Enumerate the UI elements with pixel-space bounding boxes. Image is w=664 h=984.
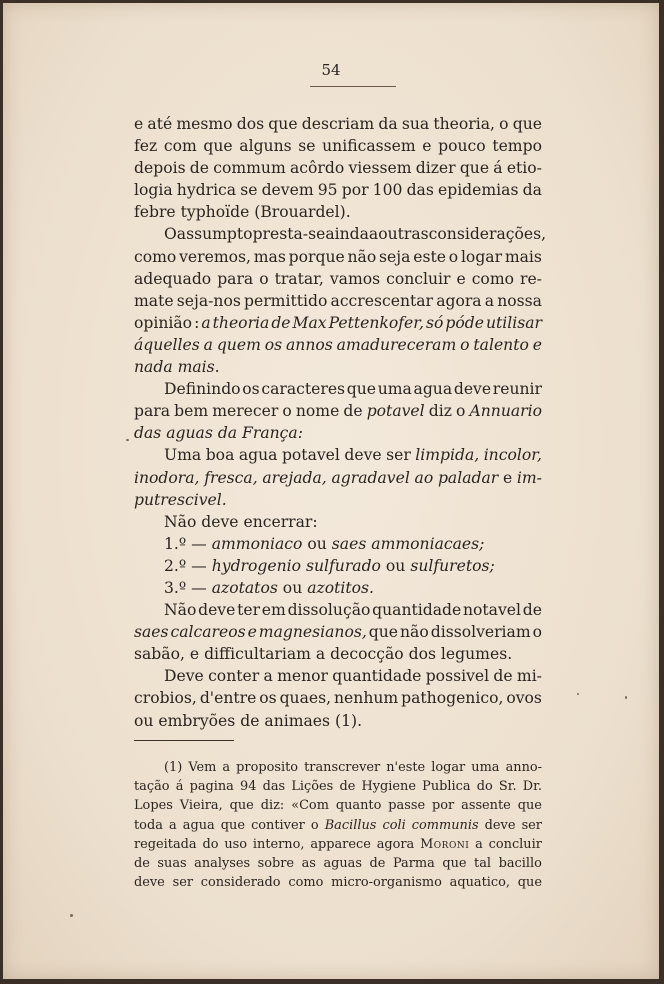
word: Moroni	[420, 836, 470, 852]
text-segment: ammoniaco	[211, 534, 303, 553]
word: magnesianos,	[258, 623, 367, 642]
word: uso	[224, 836, 248, 852]
text-segment: 1.º —	[164, 534, 212, 553]
word: de	[522, 601, 542, 620]
word: 94	[240, 779, 257, 795]
word: o	[282, 402, 292, 421]
word: para	[217, 269, 254, 288]
word: a	[368, 225, 379, 244]
word: a	[201, 313, 211, 332]
text-line	[134, 444, 542, 466]
word: dos	[236, 115, 265, 133]
word: das	[406, 181, 434, 200]
word: bem	[174, 402, 209, 421]
text-line	[134, 577, 542, 599]
word: deve	[453, 380, 492, 399]
word: Hygiene	[361, 779, 416, 795]
word: Lopes	[134, 798, 173, 814]
word: mais	[504, 247, 542, 266]
text-line	[134, 511, 542, 533]
word: Vem	[188, 760, 217, 775]
footnote-line	[134, 758, 542, 777]
text-segment: febre typhoïde (Brouardel).	[134, 203, 351, 222]
word: merecer	[212, 402, 279, 421]
text-segment: 3.º —	[164, 578, 212, 597]
word: analyses	[194, 856, 251, 872]
paper-speck	[625, 696, 627, 699]
word: alguns	[239, 137, 292, 156]
text-line	[134, 157, 542, 179]
word: mas	[253, 247, 286, 266]
word: nossa	[497, 291, 542, 310]
word: mi-	[516, 667, 542, 686]
word: limpida,	[415, 446, 480, 465]
word: theoria,	[433, 115, 495, 133]
word: quaes,	[279, 689, 332, 708]
word: calcareos	[170, 623, 246, 642]
word: e	[502, 468, 513, 487]
footnote-rule	[134, 740, 234, 741]
word: os	[259, 689, 277, 708]
word: apparece	[310, 836, 371, 852]
word: a	[263, 667, 273, 686]
text-line	[134, 246, 542, 268]
word: sua	[401, 115, 430, 133]
word: ter	[237, 601, 261, 620]
word: do	[202, 836, 219, 852]
word: micro-organismo	[331, 875, 442, 891]
main-text	[134, 113, 547, 732]
word: vamos	[329, 269, 381, 288]
word: da	[522, 181, 542, 200]
text-segment: azotatos	[211, 578, 278, 597]
text-segment: sabão, e difficultariam a decocção dos legumes.	[134, 645, 513, 664]
word: agua	[238, 446, 278, 465]
word: uma	[471, 760, 500, 775]
text-segment: das aguas da França:	[134, 424, 303, 443]
word: deve	[484, 817, 516, 833]
word: theoria	[212, 313, 270, 332]
word: caracteres	[261, 380, 346, 399]
word: Vieira,	[179, 798, 223, 814]
word: 95	[317, 181, 338, 200]
word: commum	[213, 159, 286, 178]
paper-speck	[70, 914, 73, 917]
word: logia	[134, 181, 173, 200]
word: Pettenkofer,	[328, 313, 424, 332]
word: assumpto	[176, 225, 253, 244]
word: d'entre	[199, 689, 257, 708]
word: póde	[445, 313, 484, 332]
word: tal	[474, 856, 492, 872]
text-line	[134, 555, 542, 577]
footnote-line	[134, 854, 542, 873]
word: pouco	[438, 137, 486, 156]
word: Max	[292, 313, 327, 332]
text-line	[134, 400, 542, 422]
word: paladar	[437, 468, 499, 487]
word: nome	[295, 402, 340, 421]
text-line	[134, 467, 542, 489]
text-segment: nada mais.	[134, 358, 220, 377]
text-line	[134, 290, 542, 312]
word: contiver	[251, 817, 305, 833]
word: que	[442, 856, 467, 872]
word: notavel	[462, 601, 522, 620]
word: quem	[216, 335, 261, 354]
text-line	[134, 621, 542, 643]
word: saes	[134, 623, 169, 642]
word: mate	[134, 291, 174, 310]
word: do	[476, 779, 493, 795]
word: utilisar	[485, 313, 542, 332]
word: quantidade	[332, 667, 422, 686]
word: e	[247, 623, 257, 642]
word: opinião	[134, 313, 193, 332]
word: como	[288, 875, 324, 891]
word: por	[432, 798, 455, 814]
word: presta-se	[252, 225, 326, 244]
word: aquatico,	[449, 875, 510, 891]
page-number: 54	[321, 61, 341, 79]
word: se	[298, 137, 316, 156]
text-line	[134, 643, 542, 665]
word: dissolveriam	[430, 623, 531, 642]
word: não	[400, 623, 429, 642]
word: veremos,	[179, 247, 251, 266]
word: o	[310, 817, 319, 833]
word: diz:	[260, 798, 285, 814]
word: e	[134, 115, 144, 133]
word: a	[168, 817, 177, 833]
word: o	[448, 247, 459, 266]
word: áquelles	[134, 335, 200, 354]
word: em	[261, 601, 286, 620]
word: sobre	[257, 856, 295, 872]
text-line	[134, 489, 542, 511]
word: nenhum	[334, 689, 399, 708]
word: (1)	[164, 760, 183, 775]
word: Sr.	[498, 779, 517, 795]
text-segment: saes ammoniacaes;	[331, 534, 485, 553]
word: o	[456, 402, 466, 421]
word: de	[339, 779, 356, 795]
word: agua	[413, 380, 453, 399]
word: deve	[344, 446, 382, 465]
word: seja	[379, 247, 411, 266]
word: talento	[473, 335, 529, 354]
word: conter	[208, 667, 260, 686]
word: que	[517, 798, 542, 814]
word: que	[346, 380, 377, 399]
footnote-line	[134, 777, 542, 796]
footnote-line	[134, 835, 542, 854]
footnote	[134, 758, 542, 892]
word: depois	[134, 159, 186, 178]
header-rule	[310, 86, 396, 87]
word: agradavel	[331, 468, 410, 487]
word: porque	[288, 247, 345, 266]
text-line	[134, 179, 542, 201]
word: passe	[388, 798, 426, 814]
word: que	[268, 115, 298, 133]
word: uma	[377, 380, 412, 399]
word: até	[147, 115, 173, 133]
word: accrescentar	[330, 291, 434, 310]
text-segment: ou	[302, 534, 332, 553]
word: arejada,	[262, 468, 327, 487]
word: re-	[519, 269, 542, 288]
word: tratar,	[274, 269, 324, 288]
word: de	[271, 313, 291, 332]
word: proposito	[236, 760, 299, 775]
word: Publica	[422, 779, 471, 795]
word: pagina	[189, 779, 234, 795]
word: agua	[182, 817, 215, 833]
word: se	[240, 181, 258, 200]
word: de	[493, 667, 513, 686]
footnote-line	[134, 873, 542, 892]
text-segment: 2.º —	[164, 556, 212, 575]
word: menor	[277, 667, 328, 686]
word: o	[460, 335, 470, 354]
word: considerado	[200, 875, 281, 891]
word: de	[343, 402, 363, 421]
word: unificassem	[322, 137, 416, 156]
text-line	[134, 268, 542, 290]
word: anno-	[505, 760, 542, 775]
word: a	[484, 291, 495, 310]
word: Lições	[291, 779, 334, 795]
word: Não	[164, 601, 197, 620]
word: considerações,	[428, 225, 547, 244]
word: coli	[382, 817, 406, 833]
text-line	[134, 710, 542, 732]
word: assente	[461, 798, 511, 814]
word: que	[512, 115, 542, 133]
word: quanto	[335, 798, 382, 814]
word: tação	[134, 779, 170, 795]
word: que	[229, 798, 254, 814]
word: ser	[521, 817, 542, 833]
word: á	[175, 779, 184, 795]
word: toda	[134, 817, 163, 833]
word: communis	[411, 817, 479, 833]
word: acôrdo	[289, 159, 345, 178]
word: que	[459, 159, 490, 178]
word: fresca,	[204, 468, 258, 487]
word: de	[369, 856, 386, 872]
word: logar	[431, 760, 466, 775]
word: epidemias	[437, 181, 519, 200]
word: outras	[378, 225, 429, 244]
word: este	[413, 247, 446, 266]
word: :	[194, 313, 200, 332]
word: descriam	[301, 115, 375, 133]
word: bacillo	[498, 856, 542, 872]
word: ao	[414, 468, 434, 487]
word: o	[499, 115, 509, 133]
word: boa	[205, 446, 235, 465]
word: a	[475, 836, 483, 852]
text-line	[134, 312, 542, 334]
word: de	[189, 159, 210, 178]
word: interno,	[252, 836, 305, 852]
word: potavel	[366, 402, 425, 421]
word: e	[422, 137, 432, 156]
word: permittido	[244, 291, 328, 310]
word: seja-nos	[176, 291, 241, 310]
word: dissolução	[287, 601, 371, 620]
word: dizer	[415, 159, 456, 178]
word: com	[163, 137, 197, 156]
word: Parma	[392, 856, 435, 872]
word: possivel	[425, 667, 490, 686]
word: regeitada	[134, 836, 197, 852]
word: ovos	[506, 689, 542, 708]
word: im-	[516, 468, 542, 487]
book-page	[3, 3, 659, 979]
word: para	[134, 402, 171, 421]
text-line	[134, 422, 542, 444]
word: «Com	[291, 798, 329, 814]
word: e	[456, 269, 466, 288]
word: O	[164, 225, 177, 244]
text-line	[134, 533, 542, 555]
word: 100	[372, 181, 403, 200]
word: a	[203, 335, 213, 354]
text-line	[134, 665, 542, 687]
text-segment: Não deve encerrar:	[164, 512, 318, 531]
word: diz	[428, 402, 452, 421]
text-line	[134, 135, 542, 157]
word: crobios,	[134, 689, 197, 708]
word: deve	[198, 601, 236, 620]
word: não	[347, 247, 377, 266]
text-segment: ou	[277, 578, 308, 597]
word: o	[259, 269, 269, 288]
word: por	[341, 181, 369, 200]
text-line	[134, 687, 542, 709]
word: n'este	[386, 760, 426, 775]
word: concluir	[488, 836, 542, 852]
footnote-line	[134, 816, 542, 835]
text-segment: putrescivel.	[134, 490, 227, 509]
word: á	[493, 159, 503, 178]
text-line	[134, 201, 542, 223]
word: transcrever	[304, 760, 381, 775]
word: Bacillus	[324, 817, 377, 833]
word: a	[222, 760, 231, 775]
word: ser	[386, 446, 411, 465]
word: etio-	[506, 159, 542, 178]
paper-speck	[126, 439, 129, 441]
word: fez	[134, 137, 158, 156]
text-line	[134, 334, 542, 356]
word: potavel	[281, 446, 340, 465]
word: annos	[286, 335, 333, 354]
word: logar	[460, 247, 503, 266]
word: suas	[157, 856, 187, 872]
text-line	[134, 378, 542, 400]
word: tempo	[492, 137, 542, 156]
word: amadureceram	[336, 335, 457, 354]
text-segment: hydrogenio sulfurado	[211, 556, 381, 575]
text-line	[134, 599, 542, 621]
word: de	[134, 856, 150, 872]
word: reunir	[492, 380, 542, 399]
word: incolor,	[483, 446, 542, 465]
word: agora	[436, 291, 482, 310]
word: inodora,	[134, 468, 200, 487]
word: como	[134, 247, 177, 266]
word: que	[368, 623, 399, 642]
word: da	[378, 115, 398, 133]
word: mesmo	[176, 115, 233, 133]
word: Uma	[164, 446, 202, 465]
word: as	[301, 856, 316, 872]
text-line	[134, 356, 542, 378]
word: pathogenico,	[401, 689, 504, 708]
word: que	[517, 875, 542, 891]
word: Deve	[164, 667, 204, 686]
word: concluir	[386, 269, 451, 288]
word: deve	[134, 875, 165, 891]
word: que	[220, 817, 245, 833]
text-line	[134, 223, 547, 245]
word: os	[264, 335, 283, 354]
word: Dr.	[522, 779, 542, 795]
word: Definindo	[164, 380, 241, 399]
word: viessem	[348, 159, 412, 178]
word: aguas	[323, 856, 362, 872]
word: ainda	[325, 225, 369, 244]
word: como	[471, 269, 514, 288]
word: quantidade	[372, 601, 462, 620]
word: agora	[376, 836, 415, 852]
word: Annuario	[469, 402, 542, 421]
word: que	[203, 137, 233, 156]
text-line	[134, 113, 542, 135]
word: adequado	[134, 269, 212, 288]
text-segment: ou	[380, 556, 411, 575]
text-segment: sulfuretos;	[410, 556, 495, 575]
text-segment: ou embryões de animaes (1).	[134, 711, 363, 730]
footnote-line	[134, 796, 542, 815]
word: o	[532, 623, 542, 642]
word: devem	[261, 181, 314, 200]
word: das	[262, 779, 286, 795]
word: hydrica	[176, 181, 237, 200]
word: só	[425, 313, 444, 332]
word: e	[532, 335, 542, 354]
word: os	[242, 380, 260, 399]
paper-speck	[577, 693, 579, 695]
word: ser	[172, 875, 193, 891]
text-segment: azotitos.	[307, 578, 374, 597]
